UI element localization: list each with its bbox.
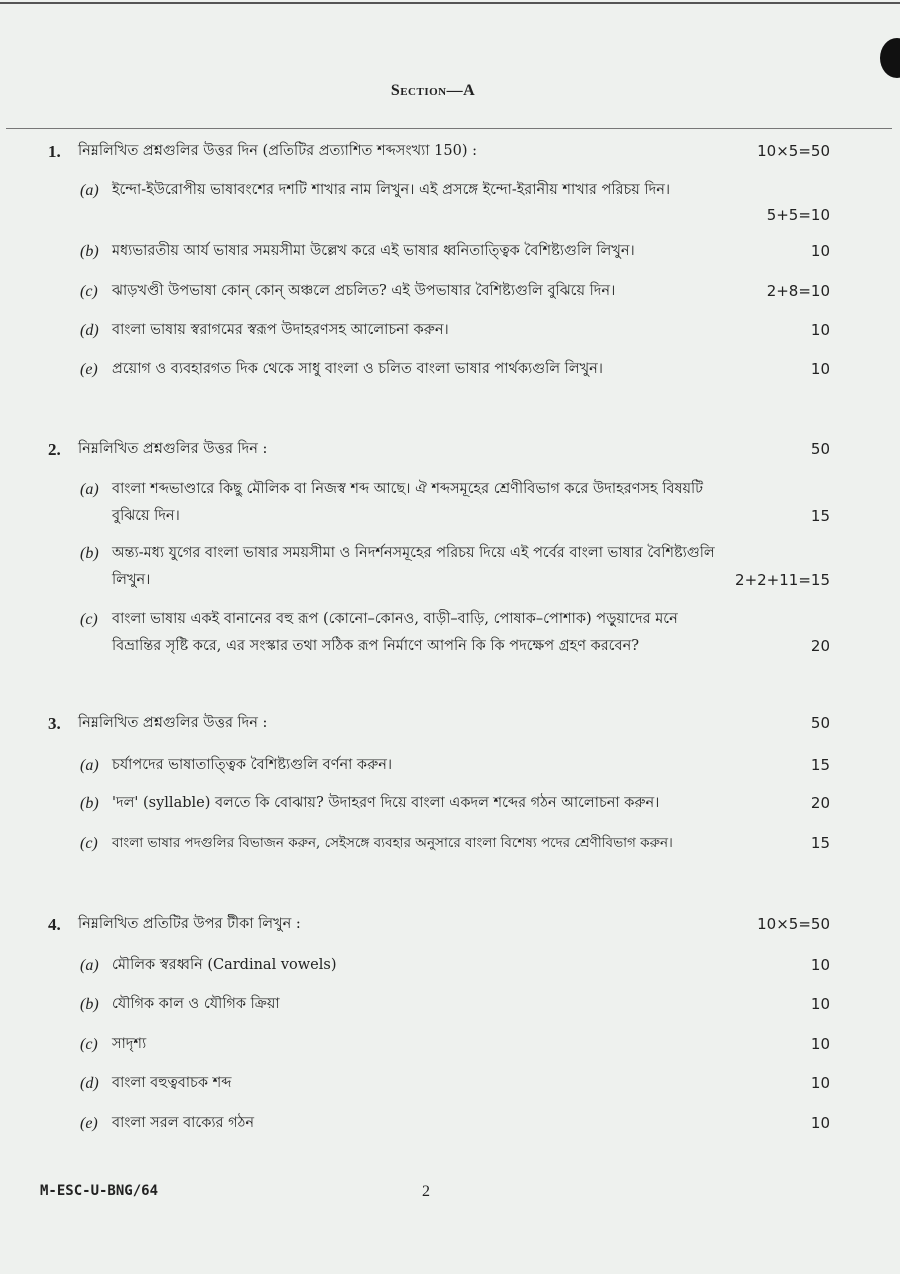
part-label: (d) <box>80 322 99 339</box>
paper-code: M-ESC-U-BNG/64 <box>40 1183 159 1199</box>
question-marks: 10×5=50 <box>757 142 830 160</box>
part-marks: 10 <box>810 1114 830 1132</box>
question-text: নিম্নলিখিত প্রশ্নগুলির উত্তর দিন : <box>78 441 268 457</box>
part-label: (e) <box>80 361 98 378</box>
part-marks: 10 <box>810 995 830 1013</box>
part-text: ইন্দো-ইউরোপীয় ভাষাবংশের দশটি শাখার নাম লিখুন। এই প্রসঙ্গে ইন্দো-ইরানীয় শাখার পরিচয় দিন। <box>112 182 671 198</box>
question-text: নিম্নলিখিত প্রতিটির উপর টীকা লিখুন : <box>78 916 301 932</box>
part-label: (d) <box>80 1075 99 1092</box>
part-label: (b) <box>80 243 99 260</box>
part-marks: 10 <box>810 242 830 260</box>
question-number: 2. <box>48 440 61 459</box>
part-label: (c) <box>80 835 98 852</box>
part-marks: 10 <box>810 1035 830 1053</box>
part-marks: 2+8=10 <box>766 282 830 300</box>
part-text: 'দল' (syllable) বলতে কি বোঝায়? উদাহরণ দিয়ে বাংলা একদল শব্দের গঠন আলোচনা করুন। <box>112 795 660 811</box>
part-label: (b) <box>80 545 99 562</box>
part-marks: 10 <box>810 956 830 974</box>
part-marks: 15 <box>810 834 830 852</box>
question-marks: 50 <box>810 440 830 458</box>
question-marks: 50 <box>810 714 830 732</box>
part-label: (a) <box>80 957 99 974</box>
part-label: (b) <box>80 996 99 1013</box>
part-marks: 5+5=10 <box>766 206 830 224</box>
part-label: (c) <box>80 1036 98 1053</box>
part-text: ঝাড়খণ্ডী উপভাষা কোন্ কোন্ অঞ্চলে প্রচলিত? এই উপভাষার বৈশিষ্ট্যগুলি বুঝিয়ে দিন। <box>112 283 616 299</box>
part-text: চর্যাপদের ভাষাতাত্ত্বিক বৈশিষ্ট্যগুলি বর্ণনা করুন। <box>112 757 393 773</box>
section-divider <box>6 128 892 129</box>
part-text: সাদৃশ্য <box>112 1036 147 1052</box>
part-text-line1: বাংলা শব্দভাণ্ডারে কিছু মৌলিক বা নিজস্ব শব্দ আছে। ঐ শব্দসমূহের শ্রেণীবিভাগ করে উদাহরণসহ বিষয়টি <box>112 481 704 497</box>
part-label: (a) <box>80 757 99 774</box>
part-label: (a) <box>80 182 99 199</box>
section-title: Section—A <box>390 82 476 99</box>
part-marks: 15 <box>810 756 830 774</box>
part-label: (c) <box>80 283 98 300</box>
part-text: বাংলা সরল বাক্যের গঠন <box>112 1115 255 1131</box>
part-marks: 20 <box>810 637 830 655</box>
question-text: নিম্নলিখিত প্রশ্নগুলির উত্তর দিন : <box>78 715 268 731</box>
part-text-line2: বুঝিয়ে দিন। <box>112 508 180 524</box>
part-text-line1: অন্ত্য-মধ্য যুগের বাংলা ভাষার সময়সীমা ও নিদর্শনসমূহের পরিচয় দিয়ে এই পর্বের বাংলা ভাষার বৈশিষ্ট্যগুলি <box>112 545 715 561</box>
part-text: প্রয়োগ ও ব্যবহারগত দিক থেকে সাধু বাংলা ও চলিত বাংলা ভাষার পার্থক্যগুলি লিখুন। <box>112 361 603 377</box>
part-marks: 10 <box>810 321 830 339</box>
part-text: যৌগিক কাল ও যৌগিক ক্রিয়া <box>112 996 280 1012</box>
question-marks: 10×5=50 <box>757 915 830 933</box>
part-label: (e) <box>80 1115 98 1132</box>
part-text: বাংলা বহুত্ববাচক শব্দ <box>112 1075 232 1091</box>
part-text-line1: বাংলা ভাষায় একই বানানের বহু রূপ (কোনো–কোনও, বাড়ী–বাড়ি, পোষাক–পোশাক) পড়ুয়াদের মনে <box>112 611 678 627</box>
part-marks: 10 <box>810 360 830 378</box>
page-number: 2 <box>422 1183 430 1200</box>
part-text-line2: লিখুন। <box>112 572 151 588</box>
top-edge-rule <box>0 2 900 4</box>
part-text: মৌলিক স্বরধ্বনি (Cardinal vowels) <box>112 957 337 973</box>
part-marks: 20 <box>810 794 830 812</box>
part-label: (a) <box>80 481 99 498</box>
part-marks: 2+2+11=15 <box>735 571 830 589</box>
part-text: বাংলা ভাষায় স্বরাগমের স্বরূপ উদাহরণসহ আলোচনা করুন। <box>112 322 449 338</box>
punch-hole <box>880 38 900 78</box>
part-text: বাংলা ভাষার পদগুলির বিভাজন করুন, সেইসঙ্গে ব্যবহার অনুসারে বাংলা বিশেষ্য পদের শ্রেণীবিভাগ করুন। <box>112 835 673 851</box>
part-marks: 15 <box>810 507 830 525</box>
part-label: (c) <box>80 611 98 628</box>
part-label: (b) <box>80 795 99 812</box>
question-number: 3. <box>48 714 61 733</box>
part-marks: 10 <box>810 1074 830 1092</box>
question-text: নিম্নলিখিত প্রশ্নগুলির উত্তর দিন (প্রতিটির প্রত্যাশিত শব্দসংখ্যা 150) : <box>78 143 477 159</box>
part-text: মধ্যভারতীয় আর্য ভাষার সময়সীমা উল্লেখ করে এই ভাষার ধ্বনিতাত্ত্বিক বৈশিষ্ট্যগুলি লিখুন। <box>112 243 635 259</box>
question-number: 1. <box>48 142 61 161</box>
question-number: 4. <box>48 915 61 934</box>
part-text-line2: বিভ্রান্তির সৃষ্টি করে, এর সংস্কার তথা সঠিক রূপ নির্মাণে আপনি কি কি পদক্ষেপ গ্রহণ করবেন? <box>112 638 640 654</box>
